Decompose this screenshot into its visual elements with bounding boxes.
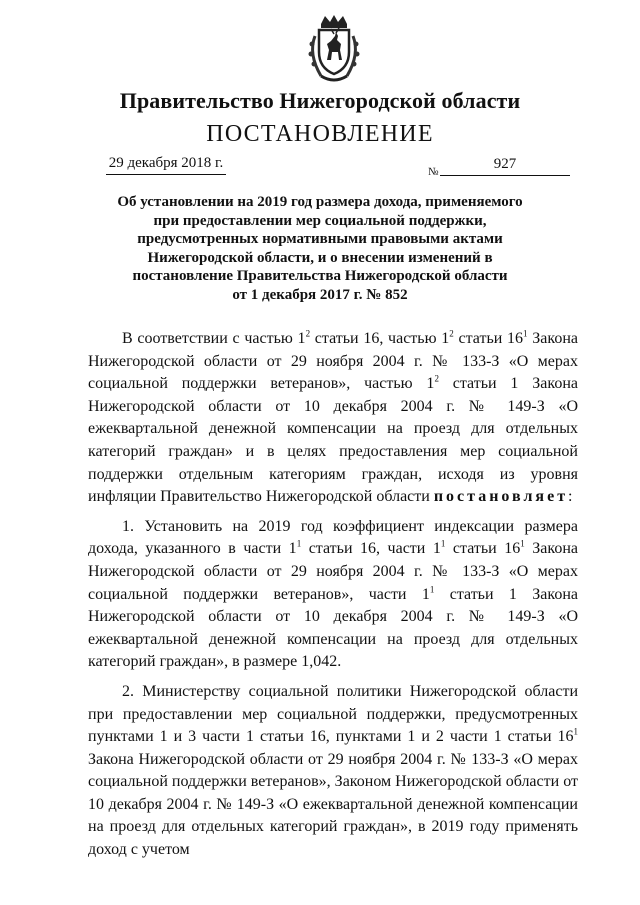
text-run: статьи 1 Закона Нижегородской области от 10 декабря 2004 г. № 149-З «О ежеквартальной денежной компенсации на проезд для отдельных категорий граждан», в размере 1,042. — [88, 585, 578, 671]
subject-line: от 1 декабря 2017 г. № 852 — [232, 286, 408, 303]
text-run: статьи 16, части 1 — [301, 540, 441, 558]
text-run: Закона Нижегородской области от 29 ноября 2004 г. № 133-З «О мерах социальной поддержки ветеранов», Законом Нижегородской области от 10 декабря 2004 г. № 149-З «О ежеквартальной денежной компенсации на проезд для отдельных категорий граждан», в 2019 году применять доход с учетом — [88, 750, 578, 859]
subject-line: при предоставлении мер социальной поддержки, — [153, 212, 487, 229]
superscript: 1 — [429, 584, 435, 595]
decree-word: постановляет — [433, 488, 569, 506]
text-run: Закона Нижегородской области от 29 ноября 2004 г. № 133-З «О мерах социальной поддержки ветеранов», частью 1 — [88, 330, 579, 393]
subject-line: Нижегородской области, и о внесении изменений в — [147, 249, 493, 266]
subject-line: предусмотренных нормативными правовыми актами — [137, 231, 503, 247]
document-number: 927 — [440, 156, 570, 176]
superscript: 2 — [434, 373, 439, 384]
superscript: 1 — [520, 539, 525, 550]
subject-line: постановление Правительства Нижегородской области — [132, 268, 508, 284]
text-run: статьи 16 — [445, 540, 521, 558]
document-date: 29 декабря 2018 г. — [106, 155, 226, 175]
text-run: статьи 16 — [453, 330, 524, 347]
text-run: 2. Министерству социальной политики Нижегородской области при предоставлении мер социальной поддержки, предусмотренных пунктами 1 и 3 части 1 статьи 16, пунктами 1 и 2 части 1 статьи 16 — [88, 682, 578, 746]
document-subject — [90, 193, 550, 304]
subject-line: Об установлении на 2019 год размера дохода, применяемого — [117, 194, 523, 210]
superscript: 2 — [449, 328, 454, 339]
text-run: 1. Установить на 2019 год коэффициент индексации размера дохода, указанного в части 1 — [88, 517, 578, 558]
superscript: 1 — [523, 328, 528, 339]
superscript: 2 — [305, 328, 311, 339]
number-label: № — [428, 166, 439, 178]
text-run: В соответствии с частью 1 — [122, 330, 306, 347]
document-body — [88, 328, 578, 869]
item-1-paragraph — [88, 516, 578, 674]
superscript: 1 — [440, 539, 446, 550]
text-run: статьи 16, частью 1 — [310, 330, 450, 347]
text-run: статьи 1 Закона Нижегородской области от 10 декабря 2004 г. № 149-З «О ежеквартальной денежной компенсации на проезд для отдельных категорий граждан» и в целях предоставления мер социальной поддержки отдельным категориям граждан, исходя из уровня инфляции Правительство Нижегородской области — [88, 375, 578, 506]
superscript: 1 — [296, 539, 302, 550]
text-run: : — [568, 488, 573, 506]
coat-of-arms-icon — [303, 14, 365, 84]
preamble-paragraph — [88, 328, 578, 509]
government-title: Правительство Нижегородской области — [119, 88, 521, 113]
document-type: ПОСТАНОВЛЕНИЕ — [206, 121, 434, 147]
text-run: Закона Нижегородской области от 29 ноября 2004 г. № 133-З «О мерах социальной поддержки ветеранов», части 1 — [88, 540, 579, 603]
superscript: 1 — [573, 726, 578, 737]
item-2-paragraph — [88, 681, 578, 862]
